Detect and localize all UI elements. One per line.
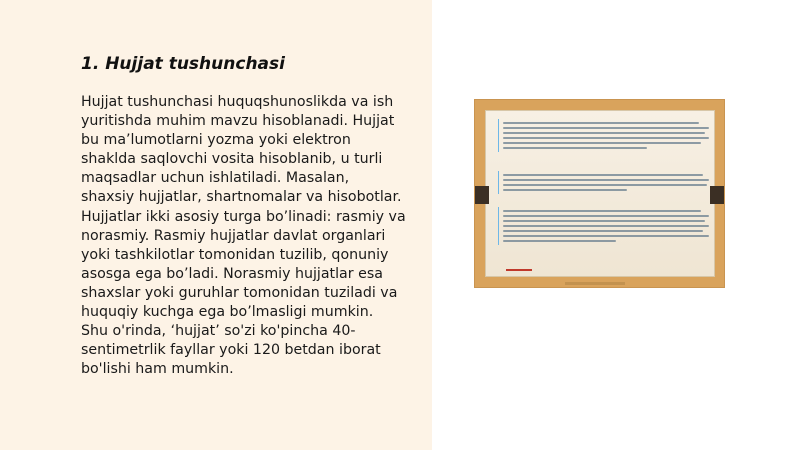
paragraph-line: shaxsiy hujjatlar, shartnomalar va hisobotlar. <box>81 189 402 206</box>
slide-heading: 1. Hujjat tushunchasi <box>81 54 285 74</box>
binder-clip-left <box>475 186 489 204</box>
paragraph-line: bo'lishi ham mumkin. <box>81 361 234 378</box>
paragraph-line: yoki tashkilotlar tomonidan tuzilib, qonuniy <box>81 246 389 263</box>
paragraph-line: sentimetrlik fayllar yoki 120 betdan iborat <box>81 342 381 359</box>
binder-clip-right <box>710 186 724 204</box>
paragraph-line: huquqiy kuchga ega bo’lmasligi mumkin. <box>81 304 374 321</box>
paragraph-line: Shu o'rinda, ‘hujjat’ so'zi ko'pincha 40- <box>81 323 356 340</box>
paragraph-line: maqsadlar uchun ishlatiladi. Masalan, <box>81 170 350 187</box>
paragraph-line: shaklda saqlovchi vosita hisoblanib, u turli <box>81 151 383 168</box>
paragraph-line: asosga ega bo’ladi. Norasmiy hujjatlar esa <box>81 265 383 282</box>
page-paragraph <box>498 119 709 152</box>
paragraph-line: Hujjat tushunchasi huquqshunoslikda va ish <box>81 94 394 110</box>
paragraph-line: Hujjatlar ikki asosiy turga bo’linadi: rasmiy va <box>81 208 406 225</box>
paragraph-line: shaxslar yoki guruhlar tomonidan tuziladi va <box>81 284 398 301</box>
book-page <box>485 110 715 277</box>
paragraph-line: bu ma’lumotlarni yozma yoki elektron <box>81 132 351 149</box>
slide-paragraph <box>81 93 426 379</box>
photo-caption-strip <box>565 282 625 285</box>
page-paragraph <box>498 171 709 194</box>
document-page-photo <box>475 100 724 287</box>
paragraph-line: yuritishda muhim mavzu hisoblanadi. Hujjat <box>81 113 395 130</box>
page-paragraph <box>498 207 709 245</box>
paragraph-line: norasmiy. Rasmiy hujjatlar davlat organlari <box>81 227 386 244</box>
red-underline-mark <box>506 269 532 271</box>
